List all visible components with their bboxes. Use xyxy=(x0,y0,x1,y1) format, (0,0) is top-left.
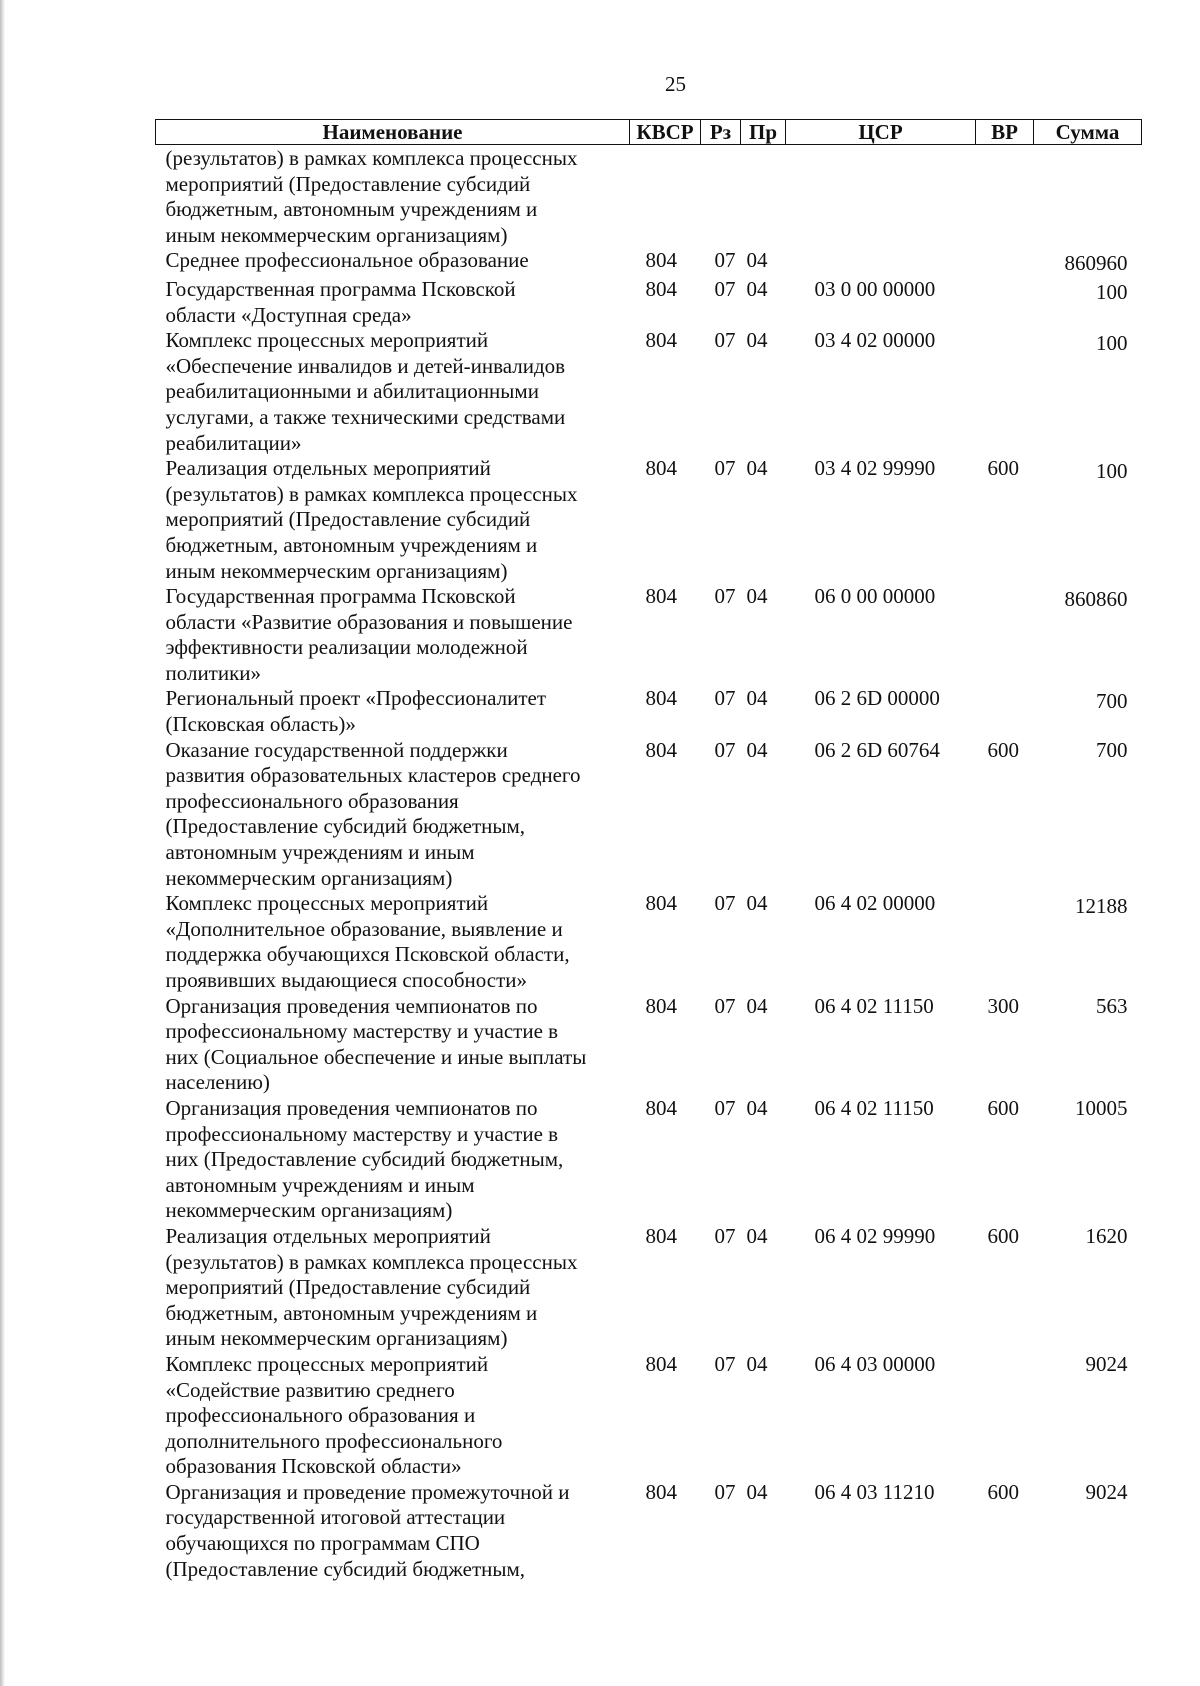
row-sum: 563 xyxy=(1096,993,1128,1018)
row-vr: 300 xyxy=(987,993,1019,1018)
row-pr: 04 xyxy=(746,1351,768,1376)
row-kvsr: 804 xyxy=(645,276,677,301)
table-row xyxy=(156,1224,1142,1352)
row-name: Комплекс процессных мероприятий «Содействие развитию среднего профессионального образования и дополнительного профессионального образования Псковской области» xyxy=(165,1351,503,1479)
row-rz: 07 xyxy=(714,891,736,916)
row-name: (результатов) в рамках комплекса процессных мероприятий (Предоставление субсидий бюджетным, автономным учреждениям и иным некоммерческим организациям) xyxy=(165,146,578,247)
row-rz: 07 xyxy=(714,248,736,273)
table-row xyxy=(156,145,1142,249)
table-row xyxy=(156,686,1142,737)
table-row xyxy=(156,248,1142,277)
row-sum: 1620 xyxy=(1085,1223,1128,1248)
row-rz: 07 xyxy=(714,993,736,1018)
row-vr xyxy=(976,1352,1034,1480)
row-vr xyxy=(976,277,1034,328)
row-csr xyxy=(786,145,976,249)
row-kvsr: 804 xyxy=(645,686,677,711)
row-name: Государственная программа Псковской области «Доступная среда» xyxy=(165,276,516,327)
row-name: Среднее профессиональное образование xyxy=(165,248,529,273)
table-row xyxy=(156,328,1142,456)
table-row xyxy=(156,738,1142,892)
row-pr: 04 xyxy=(746,993,768,1018)
row-csr: 06 4 02 99990 xyxy=(814,1223,936,1248)
row-name: Оказание государственной поддержки развития образовательных кластеров среднего профессионального образования (Предоставление субсидий бюджетным, автономным учреждениям и иным некоммерческим организациям) xyxy=(165,737,581,890)
row-name: Региональный проект «Профессионалитет (Псковская область)» xyxy=(165,686,547,737)
row-kvsr: 804 xyxy=(645,584,677,609)
table-row xyxy=(156,584,1142,686)
row-kvsr: 804 xyxy=(645,891,677,916)
row-vr: 600 xyxy=(987,456,1019,481)
row-pr: 04 xyxy=(746,1479,768,1504)
row-pr: 04 xyxy=(746,328,768,353)
page-number: 25 xyxy=(665,72,686,96)
row-kvsr: 804 xyxy=(645,737,677,762)
table-header-row xyxy=(156,120,1142,145)
row-csr: 03 4 02 99990 xyxy=(814,456,936,481)
table-row xyxy=(156,1480,1142,1582)
row-csr: 06 4 02 00000 xyxy=(814,891,936,916)
row-name: Государственная программа Псковской области «Развитие образования и повышение эффективности реализации молодежной политики» xyxy=(165,584,573,685)
row-sum xyxy=(1034,145,1142,249)
row-csr: 03 0 00 00000 xyxy=(814,276,936,301)
row-pr: 04 xyxy=(746,1095,768,1120)
row-sum: 12188 xyxy=(1075,894,1128,919)
row-rz: 07 xyxy=(714,737,736,762)
row-rz: 07 xyxy=(714,456,736,481)
row-vr xyxy=(976,686,1034,737)
budget-table xyxy=(155,119,1142,1582)
header-kvsr: КВСР xyxy=(630,120,701,145)
row-name: Организация проведения чемпионатов по профессиональному мастерству и участие в них (Социальное обеспечение и иные выплаты населению) xyxy=(165,993,587,1095)
row-name: Реализация отдельных мероприятий (результатов) в рамках комплекса процессных мероприятий (Предоставление субсидий бюджетным, автономным учреждениям и иным некоммерческим организациям) xyxy=(165,1223,578,1351)
row-csr: 06 2 6D 00000 xyxy=(814,686,940,711)
row-rz: 07 xyxy=(714,686,736,711)
row-csr: 06 4 03 00000 xyxy=(814,1351,936,1376)
row-vr: 600 xyxy=(987,1479,1019,1504)
header-name: Наименование xyxy=(156,120,630,145)
row-csr: 06 2 6D 60764 xyxy=(814,737,940,762)
row-vr xyxy=(976,891,1034,993)
row-pr: 04 xyxy=(746,584,768,609)
header-vr: ВР xyxy=(976,120,1034,145)
row-csr xyxy=(786,248,976,277)
row-kvsr xyxy=(630,145,701,249)
row-sum: 860860 xyxy=(1064,587,1128,612)
row-rz xyxy=(701,145,741,249)
row-csr: 03 4 02 00000 xyxy=(814,328,936,353)
row-csr: 06 4 03 11210 xyxy=(814,1479,935,1504)
scan-edge-shadow xyxy=(0,0,5,1686)
row-kvsr: 804 xyxy=(645,993,677,1018)
row-sum: 10005 xyxy=(1075,1095,1128,1120)
row-kvsr: 804 xyxy=(645,328,677,353)
row-kvsr: 804 xyxy=(645,1479,677,1504)
row-name: Комплекс процессных мероприятий «Обеспечение инвалидов и детей-инвалидов реабилитационными и абилитационными услугами, а также техническими средствами реабилитации» xyxy=(165,328,566,455)
row-pr: 04 xyxy=(746,276,768,301)
row-rz: 07 xyxy=(714,1479,736,1504)
row-pr: 04 xyxy=(746,456,768,481)
row-kvsr: 804 xyxy=(645,1095,677,1120)
header-sum: Сумма xyxy=(1034,120,1142,145)
row-sum: 100 xyxy=(1096,459,1128,484)
row-rz: 07 xyxy=(714,1351,736,1376)
row-pr: 04 xyxy=(746,1223,768,1248)
table-row xyxy=(156,891,1142,993)
row-vr: 600 xyxy=(987,1095,1019,1120)
header-rz: Рз xyxy=(701,120,741,145)
row-rz: 07 xyxy=(714,584,736,609)
row-vr: 600 xyxy=(987,1223,1019,1248)
header-csr: ЦСР xyxy=(786,120,976,145)
row-kvsr: 804 xyxy=(645,1351,677,1376)
row-csr: 06 0 00 00000 xyxy=(814,584,936,609)
table-row xyxy=(156,1096,1142,1224)
row-sum: 9024 xyxy=(1085,1479,1128,1504)
row-pr xyxy=(741,145,786,249)
row-sum: 100 xyxy=(1096,331,1128,356)
row-pr: 04 xyxy=(746,737,768,762)
header-pr: Пр xyxy=(741,120,786,145)
row-kvsr: 804 xyxy=(645,456,677,481)
table-row xyxy=(156,456,1142,584)
row-rz: 07 xyxy=(714,1223,736,1248)
row-sum: 860960 xyxy=(1064,251,1128,276)
row-name: Реализация отдельных мероприятий (результатов) в рамках комплекса процессных мероприятий (Предоставление субсидий бюджетным, автономным учреждениям и иным некоммерческим организациям) xyxy=(165,456,578,583)
table-row xyxy=(156,1352,1142,1480)
row-sum: 9024 xyxy=(1085,1351,1128,1376)
row-kvsr: 804 xyxy=(645,1223,677,1248)
row-csr: 06 4 02 11150 xyxy=(814,993,934,1018)
row-vr xyxy=(976,145,1034,249)
row-csr: 06 4 02 11150 xyxy=(814,1095,934,1120)
row-pr: 04 xyxy=(746,686,768,711)
row-name: Комплекс процессных мероприятий «Дополнительное образование, выявление и поддержка обучающихся Псковской области, проявивших выдающиеся способности» xyxy=(165,891,570,992)
row-rz: 07 xyxy=(714,1095,736,1120)
row-sum: 700 xyxy=(1096,737,1128,762)
row-vr xyxy=(976,248,1034,277)
row-pr: 04 xyxy=(746,248,768,273)
row-name: Организация и проведение промежуточной и государственной итоговой аттестации обучающихся по программам СПО (Предоставление субсидий бюджетным, xyxy=(165,1479,570,1581)
table-row xyxy=(156,277,1142,328)
row-rz: 07 xyxy=(714,328,736,353)
table-row xyxy=(156,994,1142,1096)
row-name: Организация проведения чемпионатов по профессиональному мастерству и участие в них (Предоставление субсидий бюджетным, автономным учреждениям и иным некоммерческим организациям) xyxy=(165,1095,564,1223)
row-pr: 04 xyxy=(746,891,768,916)
row-vr xyxy=(976,328,1034,456)
row-sum: 100 xyxy=(1096,279,1128,304)
row-vr: 600 xyxy=(987,737,1019,762)
row-rz: 07 xyxy=(714,276,736,301)
row-vr xyxy=(976,584,1034,686)
row-kvsr: 804 xyxy=(645,248,677,273)
row-sum: 700 xyxy=(1096,689,1128,714)
